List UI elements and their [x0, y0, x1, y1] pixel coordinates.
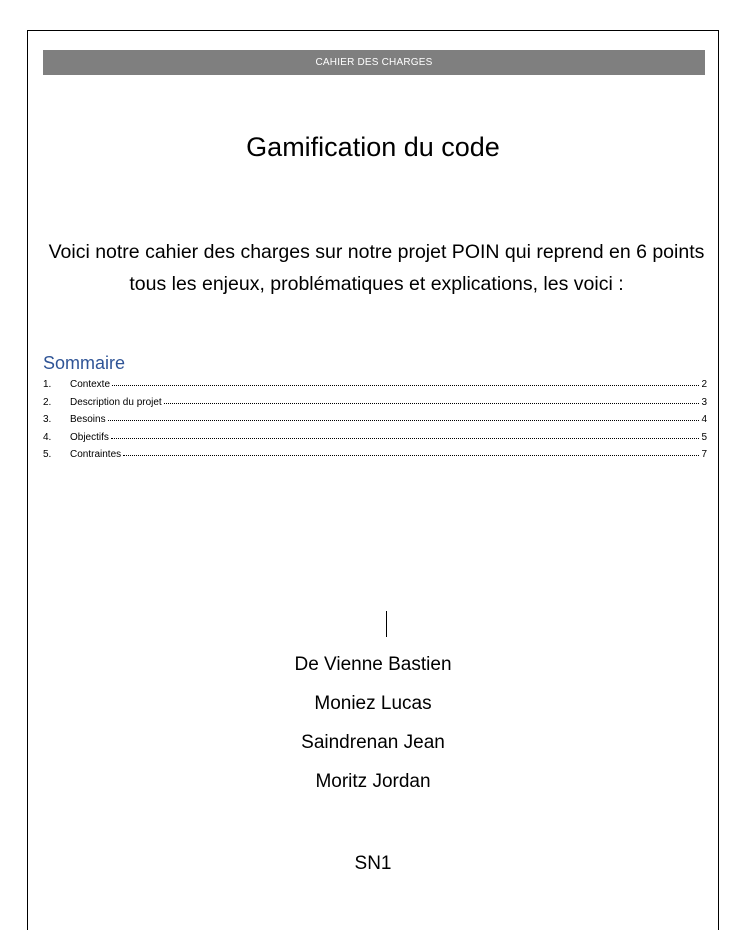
author-name: Moniez Lucas [314, 693, 432, 714]
document-title: Gamification du code [246, 132, 500, 162]
toc-entry-page: 3 [701, 396, 707, 408]
author-name: Saindrenan Jean [301, 732, 445, 753]
toc-entry[interactable] [43, 432, 707, 450]
author-list [28, 653, 718, 809]
toc-entry-number: 2. [43, 396, 52, 408]
class-name: SN1 [354, 853, 392, 874]
author-name: De Vienne Bastien [294, 654, 452, 675]
header-bar: CAHIER DES CHARGES [43, 50, 705, 75]
toc-leader-dots [112, 378, 699, 386]
toc-entry-number: 4. [43, 431, 52, 443]
toc-entry-page: 4 [701, 414, 707, 425]
toc-entry-page: 7 [701, 449, 707, 460]
toc-entry[interactable] [43, 397, 707, 415]
text-cursor [386, 611, 387, 637]
toc-entry-number: 5. [43, 449, 52, 460]
toc-entry-label: Description du projet [70, 396, 162, 408]
toc-entry-number: 1. [43, 379, 52, 390]
author-name: Moritz Jordan [315, 771, 431, 792]
toc-entry-number: 3. [43, 414, 52, 425]
toc-entry-page: 5 [701, 431, 707, 443]
intro-paragraph: Voici notre cahier des charges sur notre projet POIN qui reprend en 6 points tous les enjeux, problématiques et explications, les voici : [48, 241, 705, 295]
toc-entry-label: Contraintes [70, 449, 122, 460]
toc-entry-page: 2 [701, 379, 707, 390]
document-page [27, 30, 719, 930]
table-of-contents [43, 379, 707, 467]
toc-leader-dots [111, 431, 700, 439]
toc-entry[interactable] [43, 379, 707, 397]
toc-leader-dots [108, 413, 700, 421]
toc-entry[interactable] [43, 414, 707, 432]
toc-leader-dots [164, 396, 700, 404]
toc-entry[interactable] [43, 449, 707, 467]
toc-heading: Sommaire [43, 353, 126, 373]
toc-leader-dots [123, 448, 699, 456]
toc-entry-label: Besoins [70, 414, 106, 425]
toc-entry-label: Contexte [70, 379, 111, 390]
toc-entry-label: Objectifs [70, 431, 109, 443]
